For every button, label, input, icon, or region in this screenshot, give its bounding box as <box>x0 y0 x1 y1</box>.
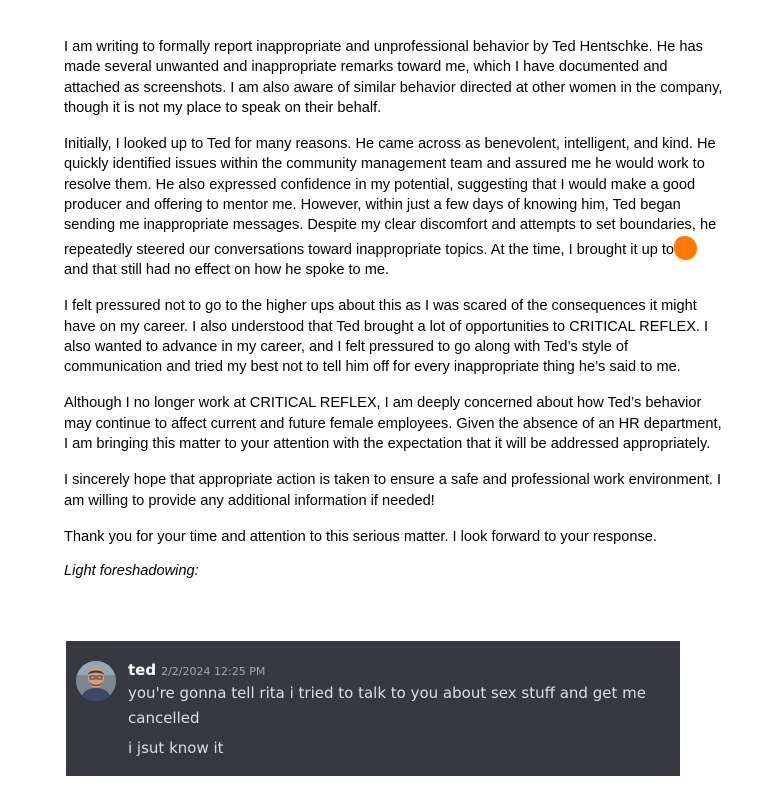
paragraph-6: Thank you for your time and attention to this serious matter. I look forward to your response. <box>64 528 657 545</box>
message-line-1: you're gonna tell rita i tried to talk to you about sex stuff and get me <box>128 684 646 702</box>
paragraph-2 <box>64 134 724 280</box>
screenshot-caption: Light foreshadowing: <box>64 563 199 580</box>
paragraph-5: I sincerely hope that appropriate action is taken to ensure a safe and professional work environment. I am willing to provide any additional information if needed! <box>64 472 722 509</box>
message-line-3: i jsut know it <box>128 739 224 757</box>
message-timestamp: 2/2/2024 12:25 PM <box>161 665 266 678</box>
chat-screenshot <box>66 641 680 776</box>
complaint-letter <box>64 37 724 598</box>
chat-message <box>128 660 668 760</box>
username[interactable]: ted <box>128 661 157 679</box>
paragraph-3: I felt pressured not to go to the higher ups about this as I was scared of the consequences it might have on my career. I also understood that Ted brought a lot of opportunities to CRITICAL REFLEX. I also wanted to advance in my career, and I felt pressured to go along with Ted’s style of communication and tried my best not to tell him off for every inappropriate thing he’s said to me. <box>64 298 709 376</box>
avatar <box>76 661 116 701</box>
paragraph-2-text-before: Initially, I looked up to Ted for many reasons. He came across as benevolent, intelligent, and kind. He quickly identified issues within the community management team and assured me he would work to resolve them. He also expressed confidence in my potential, suggesting that I would make a good producer and offering to mentor me. However, within just a few days of knowing him, Ted began sending me inappropriate messages. Despite my clear discomfort and attempts to set boundaries, he repeatedly steered our conversations toward inappropriate topics. At the time, I brought it up to <box>64 136 717 258</box>
avatar-portrait-icon <box>76 661 116 701</box>
paragraph-1: I am writing to formally report inappropriate and unprofessional behavior by Ted Hentschke. He has made several unwanted and inappropriate remarks toward me, which I have documented and attached as screenshots. I am also aware of similar behavior directed at other women in the company, though it is not my place to speak on their behalf. <box>64 39 723 116</box>
message-line-2: cancelled <box>128 709 200 727</box>
redaction-mark <box>674 236 697 260</box>
message-header <box>128 660 668 680</box>
paragraph-4: Although I no longer work at CRITICAL REFLEX, I am deeply concerned about how Ted’s behavior may continue to affect current and future female employees. Given the absence of an HR department, I am bringing this matter to your attention with the expectation that it will be addressed appropriately. <box>64 395 722 453</box>
paragraph-2-text-after: and that still had no effect on how he spoke to me. <box>64 261 390 278</box>
